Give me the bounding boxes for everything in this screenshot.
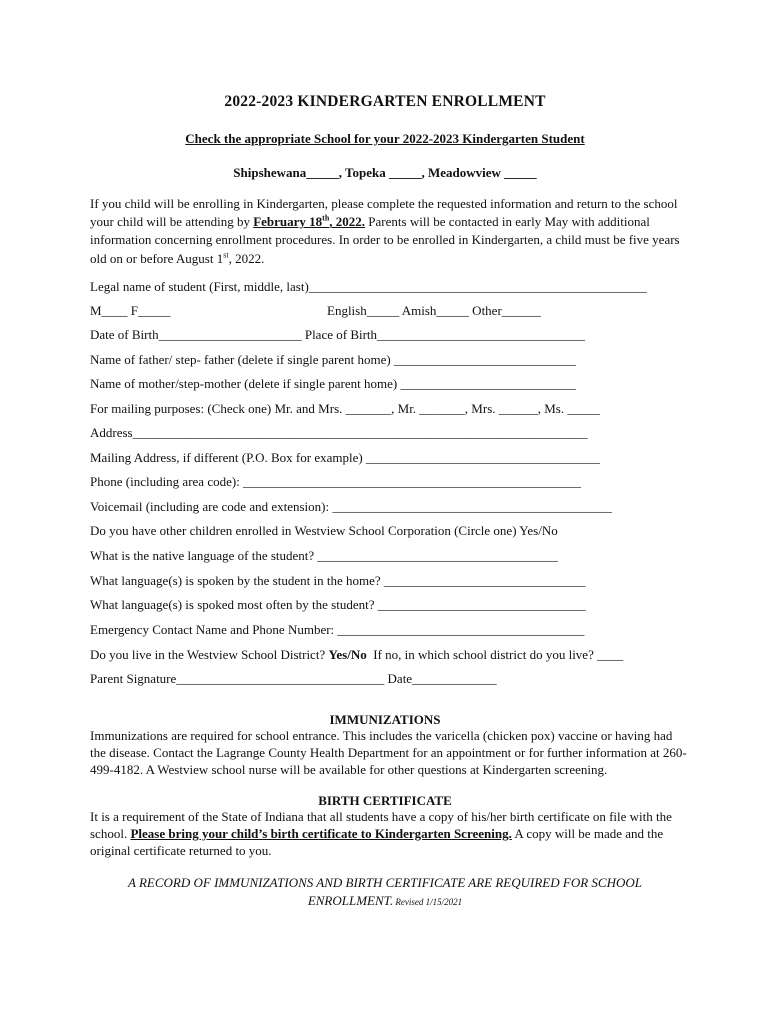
deadline-date: February 18th, 2022. xyxy=(253,213,366,230)
immunizations-heading: IMMUNIZATIONS xyxy=(329,712,441,727)
school-selection-line[interactable]: Shipshewana_____, Topeka _____, Meadowview _____ xyxy=(233,165,537,180)
mailing-purposes-field[interactable]: For mailing purposes: (Check one) Mr. and Mrs. _______, Mr. _______, Mrs. ______, Ms. _____ xyxy=(90,401,600,416)
intro-sup: st xyxy=(223,250,229,260)
footer-requirement-note: A RECORD OF IMMUNIZATIONS AND BIRTH CERTIFICATE ARE REQUIRED FOR SCHOOL ENROLLMENT. Revised 1/15/2021 xyxy=(128,875,642,908)
legal-name-field[interactable]: Legal name of student (First, middle, last)____________________________________________________ xyxy=(90,279,647,294)
home-language-field[interactable]: What language(s) is spoken by the student in the home? _______________________________ xyxy=(90,573,586,588)
dob-place-field[interactable]: Date of Birth______________________ Place of Birth________________________________ xyxy=(90,327,586,342)
revision-date: Revised 1/15/2021 xyxy=(393,896,463,907)
address-field[interactable]: Address______________________________________________________________________ xyxy=(90,425,588,440)
parent-signature-field[interactable]: Parent Signature________________________________ Date_____________ xyxy=(90,671,497,686)
mother-name-field[interactable]: Name of mother/step-mother (delete if single parent home) ___________________________ xyxy=(90,376,576,391)
voicemail-field[interactable]: Voicemail (including are code and extension): ___________________________________________ xyxy=(90,499,612,514)
language-field[interactable]: English_____ Amish_____ Other______ xyxy=(327,303,541,318)
mailing-address-field[interactable]: Mailing Address, if different (P.O. Box for example) ____________________________________ xyxy=(90,450,600,465)
form-title: 2022-2023 KINDERGARTEN ENROLLMENT xyxy=(224,93,546,110)
intro-text-1: If you child will be enrolling in Kindergarten, please complete the requested information and return to the school your child will be attending by xyxy=(90,196,678,230)
gender-field[interactable]: M____ F_____ xyxy=(90,303,171,318)
intro-paragraph xyxy=(90,195,690,268)
intro-text-2: Parents will be contacted in early May with additional information concerning enrollment procedures. In order to be enrolled in Kindergarten, a child must be five years old on or before August 1 xyxy=(90,214,680,266)
emergency-contact-field[interactable]: Emergency Contact Name and Phone Number: ______________________________________ xyxy=(90,622,585,637)
birth-certificate-emphasis: Please bring your child’s birth certificate to Kindergarten Screening. xyxy=(130,826,512,841)
spoken-most-field[interactable]: What language(s) is spoked most often by the student? ________________________________ xyxy=(90,597,586,612)
other-children-field[interactable]: Do you have other children enrolled in Westview School Corporation (Circle one) Yes/No xyxy=(90,523,558,538)
district-field[interactable]: Do you live in the Westview School District? Yes/No If no, in which school district do you live? ____ xyxy=(90,647,624,662)
immunizations-text: Immunizations are required for school entrance. This includes the varicella (chicken pox) vaccine or having had the disease. Contact the Lagrange County Health Department for an appointment or for further information at 260-499-4182. A Westview school nurse will be available for other questions at Kindergarten screening. xyxy=(90,728,687,777)
district-yes-no[interactable]: Yes/No xyxy=(328,647,367,662)
native-language-field[interactable]: What is the native language of the student? _____________________________________ xyxy=(90,548,558,563)
form-subtitle: Check the appropriate School for your 2022-2023 Kindergarten Student xyxy=(185,131,585,146)
intro-text-3: , 2022. xyxy=(228,250,265,266)
birth-certificate-text: It is a requirement of the State of Indiana that all students have a copy of his/her birth certificate on file with the school. Please bring your child’s birth certificate to Kindergarten Screening. A copy will be made and the original certificate returned to you. xyxy=(90,809,672,858)
father-name-field[interactable]: Name of father/ step- father (delete if single parent home) ____________________________ xyxy=(90,352,576,367)
phone-field[interactable]: Phone (including area code): ____________________________________________________ xyxy=(90,474,582,489)
birth-certificate-heading: BIRTH CERTIFICATE xyxy=(318,793,452,808)
